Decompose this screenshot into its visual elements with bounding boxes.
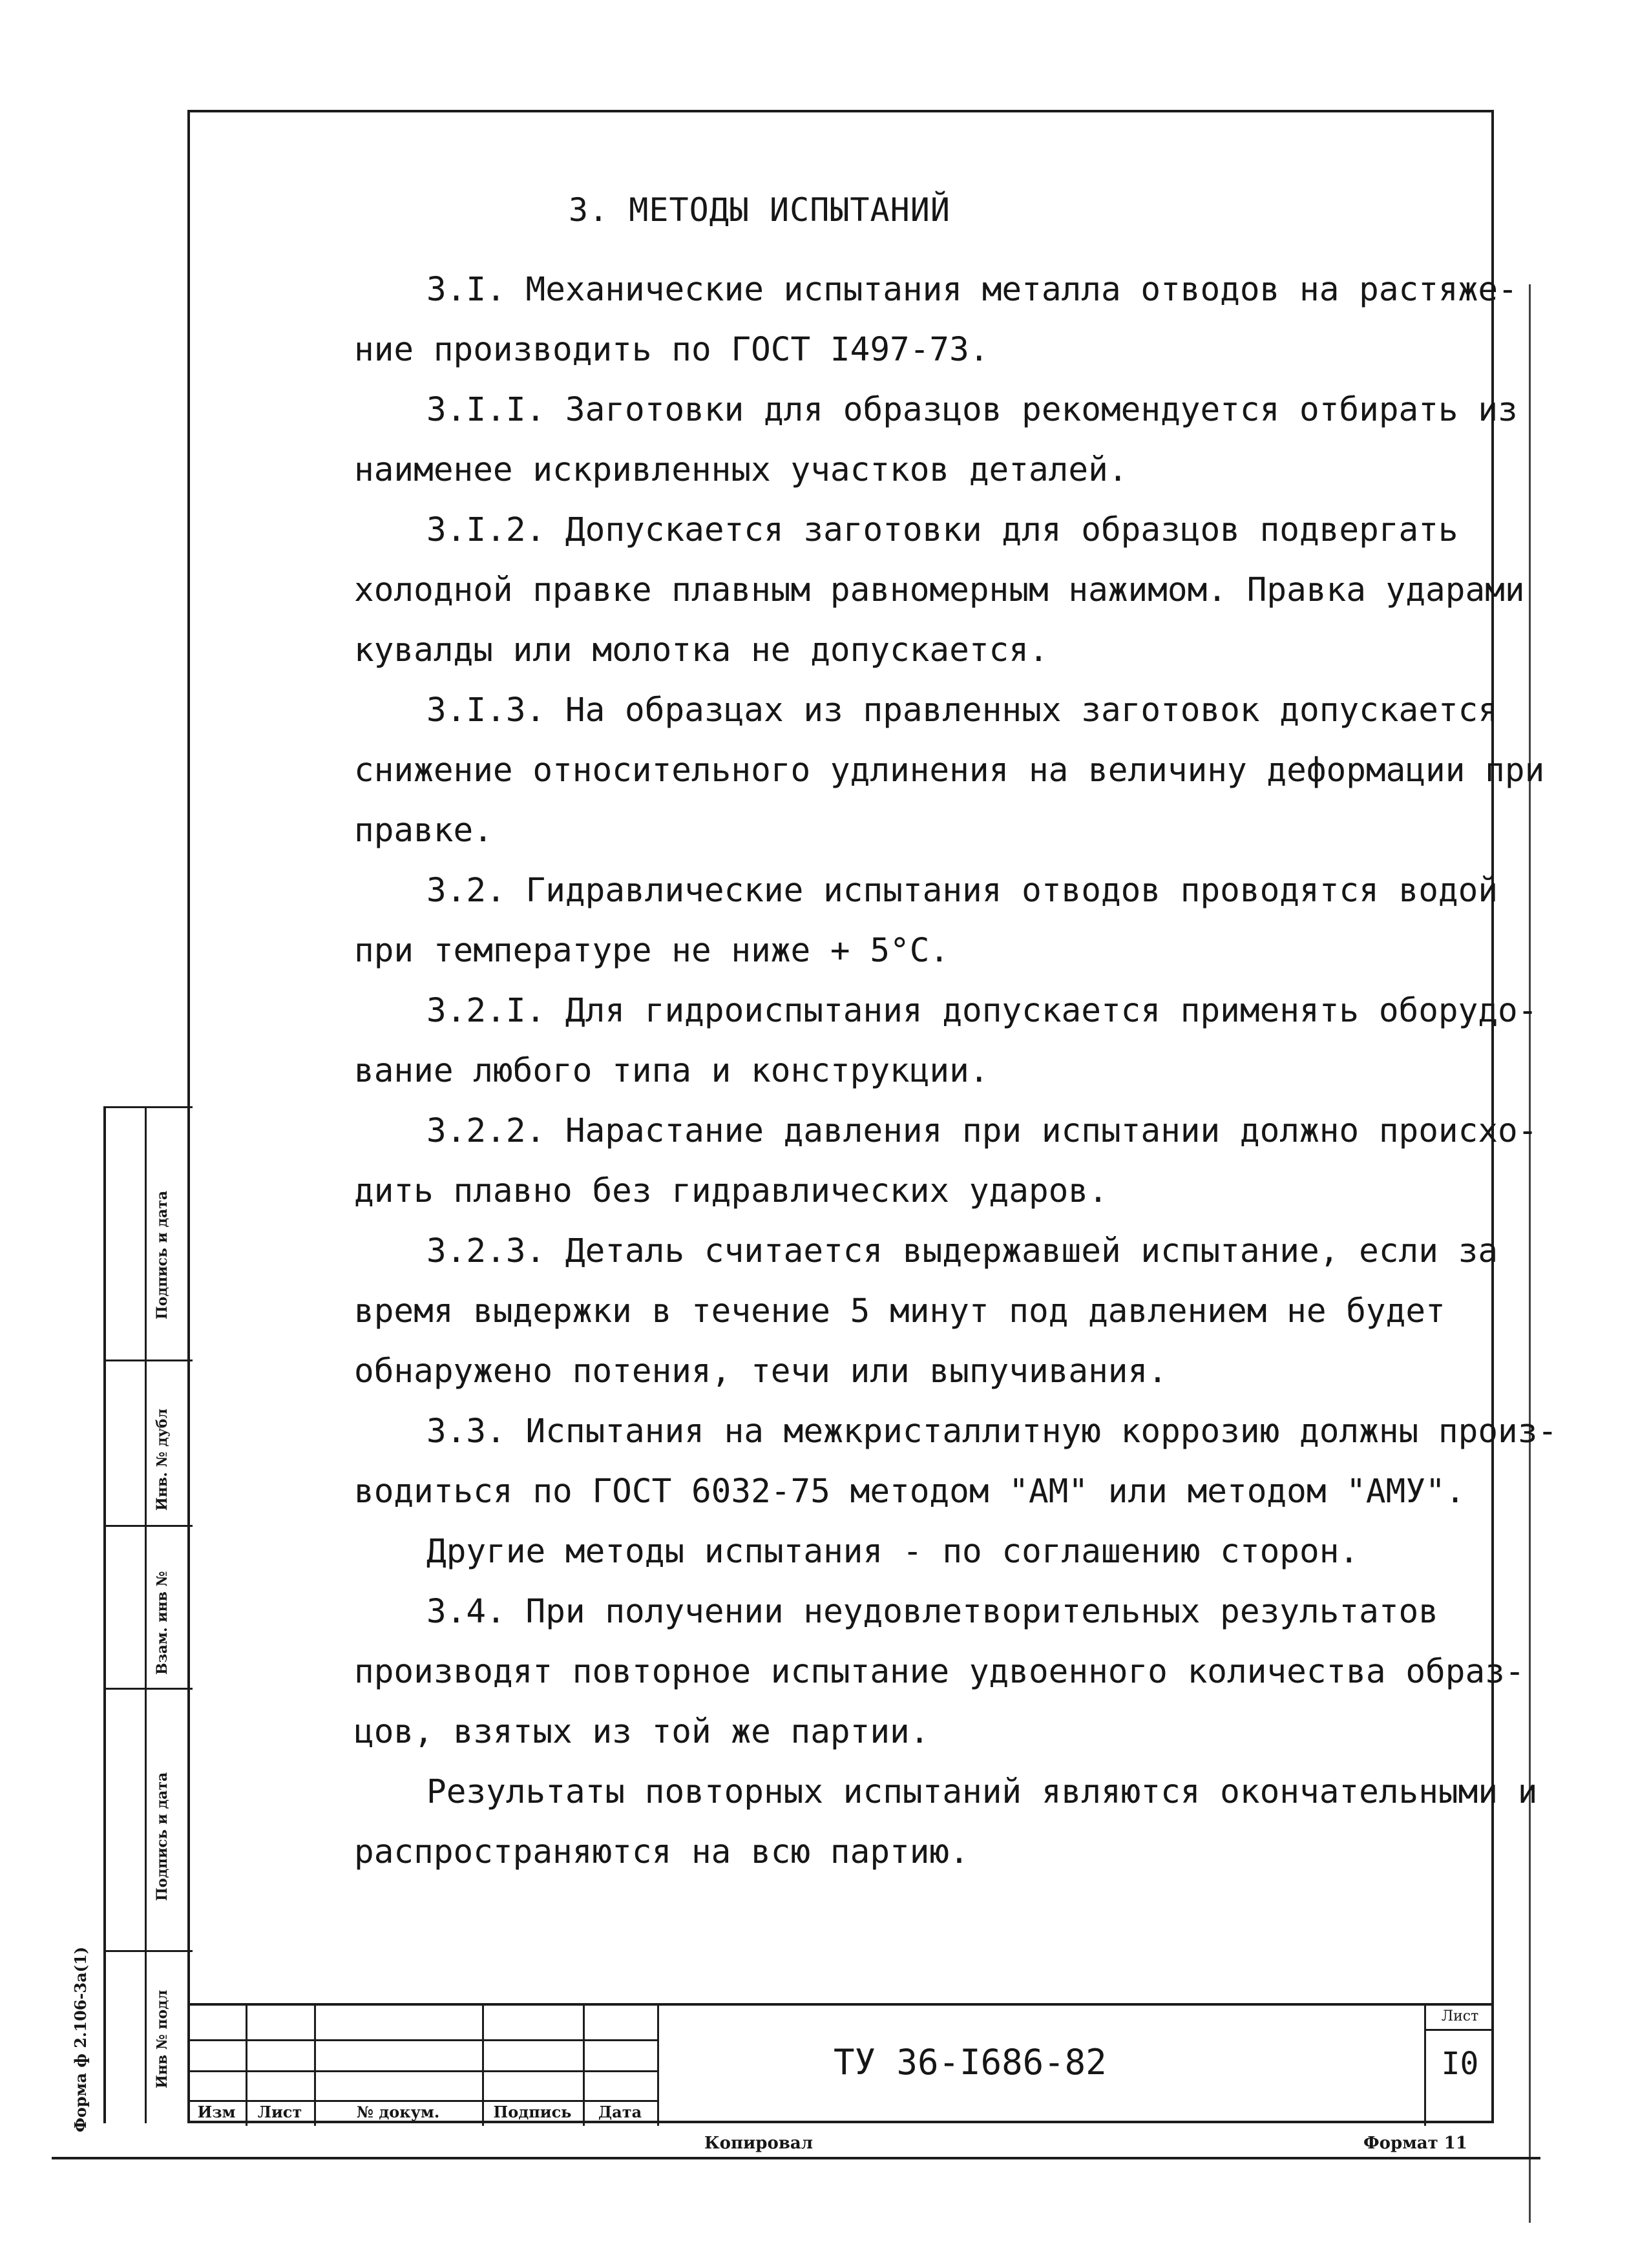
page-edge-line <box>1529 284 1531 2223</box>
stamp-column-divider <box>145 1106 147 2123</box>
grid-line <box>187 2070 659 2072</box>
text-line: 3.2.I. Для гидроиспытания допускается применять оборудо- <box>426 992 1538 1030</box>
stamp-separator <box>106 1106 193 1108</box>
sheet-divider <box>1426 2029 1494 2031</box>
column-sheet: Лист <box>257 2103 302 2121</box>
title-block <box>187 2003 1494 2123</box>
revision-grid <box>187 2006 659 2126</box>
text-line: вание любого типа и конструкции. <box>354 1052 989 1090</box>
signature-date-label: Подпись и дата <box>154 1190 171 1319</box>
column-signature: Подпись <box>493 2103 572 2121</box>
format-label: Формат 11 <box>1363 2134 1467 2153</box>
sheet-label: Лист <box>1441 2008 1479 2024</box>
replacement-inventory-label: Взам. инв № <box>154 1571 171 1675</box>
text-line: цов, взятых из той же партии. <box>354 1713 930 1751</box>
section-heading: 3. МЕТОДЫ ИСПЫТАНИЙ <box>569 191 951 229</box>
text-line: дить плавно без гидравлических ударов. <box>354 1172 1108 1210</box>
text-line: 3.I.3. На образцах из правленных заготовок допускается <box>426 691 1498 730</box>
signature-date-label-lower: Подпись и дата <box>154 1772 171 1901</box>
text-line: время выдержки в течение 5 минут под давлением не будет <box>354 1292 1445 1330</box>
text-line: холодной правке плавным равномерным нажимом. Правка ударами <box>354 571 1525 609</box>
sheet-number: I0 <box>1441 2046 1479 2082</box>
stamp-separator <box>106 1360 193 1361</box>
text-line: правке. <box>354 812 493 850</box>
text-line: 3.3. Испытания на межкристаллитную коррозию должны произ- <box>426 1412 1558 1451</box>
duplicate-inventory-label: Инв. № дубл <box>154 1409 171 1511</box>
body-text <box>354 260 1558 1882</box>
grid-line <box>657 2006 659 2126</box>
stamp-separator <box>106 1688 193 1690</box>
sheet-box <box>1424 2006 1494 2126</box>
text-line: 3.4. При получении неудовлетворительных результатов <box>426 1593 1438 1631</box>
stamp-separator <box>106 1950 193 1952</box>
text-line: 3.I.I. Заготовки для образцов рекомендуется отбирать из <box>426 391 1518 429</box>
column-change: Изм <box>197 2103 236 2121</box>
text-line: 3.2.3. Деталь считается выдержавшей испытание, если за <box>426 1232 1498 1270</box>
column-date: Дата <box>598 2103 642 2121</box>
grid-line <box>187 2039 659 2041</box>
text-line: 3.I.2. Допускается заготовки для образцов подвергать <box>426 511 1458 549</box>
text-line: распространяются на всю партию. <box>354 1833 969 1871</box>
left-margin-stamp <box>103 1106 190 2123</box>
text-line: 3.2. Гидравлические испытания отводов проводятся водой <box>426 872 1498 910</box>
column-document-number: № докум. <box>356 2103 440 2121</box>
text-line: при температуре не ниже + 5°С. <box>354 932 950 970</box>
text-line: кувалды или молотка не допускается. <box>354 631 1049 669</box>
text-line: 3.I. Механические испытания металла отводов на растяже- <box>426 271 1518 309</box>
bottom-trim-line <box>52 2157 1540 2159</box>
text-line: наименее искривленных участков деталей. <box>354 451 1128 489</box>
text-line: снижение относительного удлинения на величину деформации при <box>354 751 1545 790</box>
text-line: обнаружено потения, течи или выпучивания. <box>354 1352 1168 1391</box>
text-line: водиться по ГОСТ 6032-75 методом "АМ" или методом "АМУ". <box>354 1473 1465 1511</box>
text-line: производят повторное испытание удвоенного количества образ- <box>354 1653 1525 1691</box>
original-inventory-label: Инв № подл <box>154 1990 171 2088</box>
text-line: Результаты повторных испытаний являются окончательными и <box>426 1773 1538 1811</box>
grid-line <box>187 2100 659 2102</box>
stamp-separator <box>106 1525 193 1527</box>
text-line: 3.2.2. Нарастание давления при испытании должно происхо- <box>426 1112 1538 1150</box>
text-line: ние производить по ГОСТ I497-73. <box>354 331 989 369</box>
text-line: Другие методы испытания - по соглашению сторон. <box>426 1533 1360 1571</box>
document-number: ТУ 36-I686-82 <box>834 2042 1107 2083</box>
form-label: Форма ф 2.106-3а(1) <box>71 1946 90 2132</box>
copied-by-label: Копировал <box>704 2134 814 2153</box>
